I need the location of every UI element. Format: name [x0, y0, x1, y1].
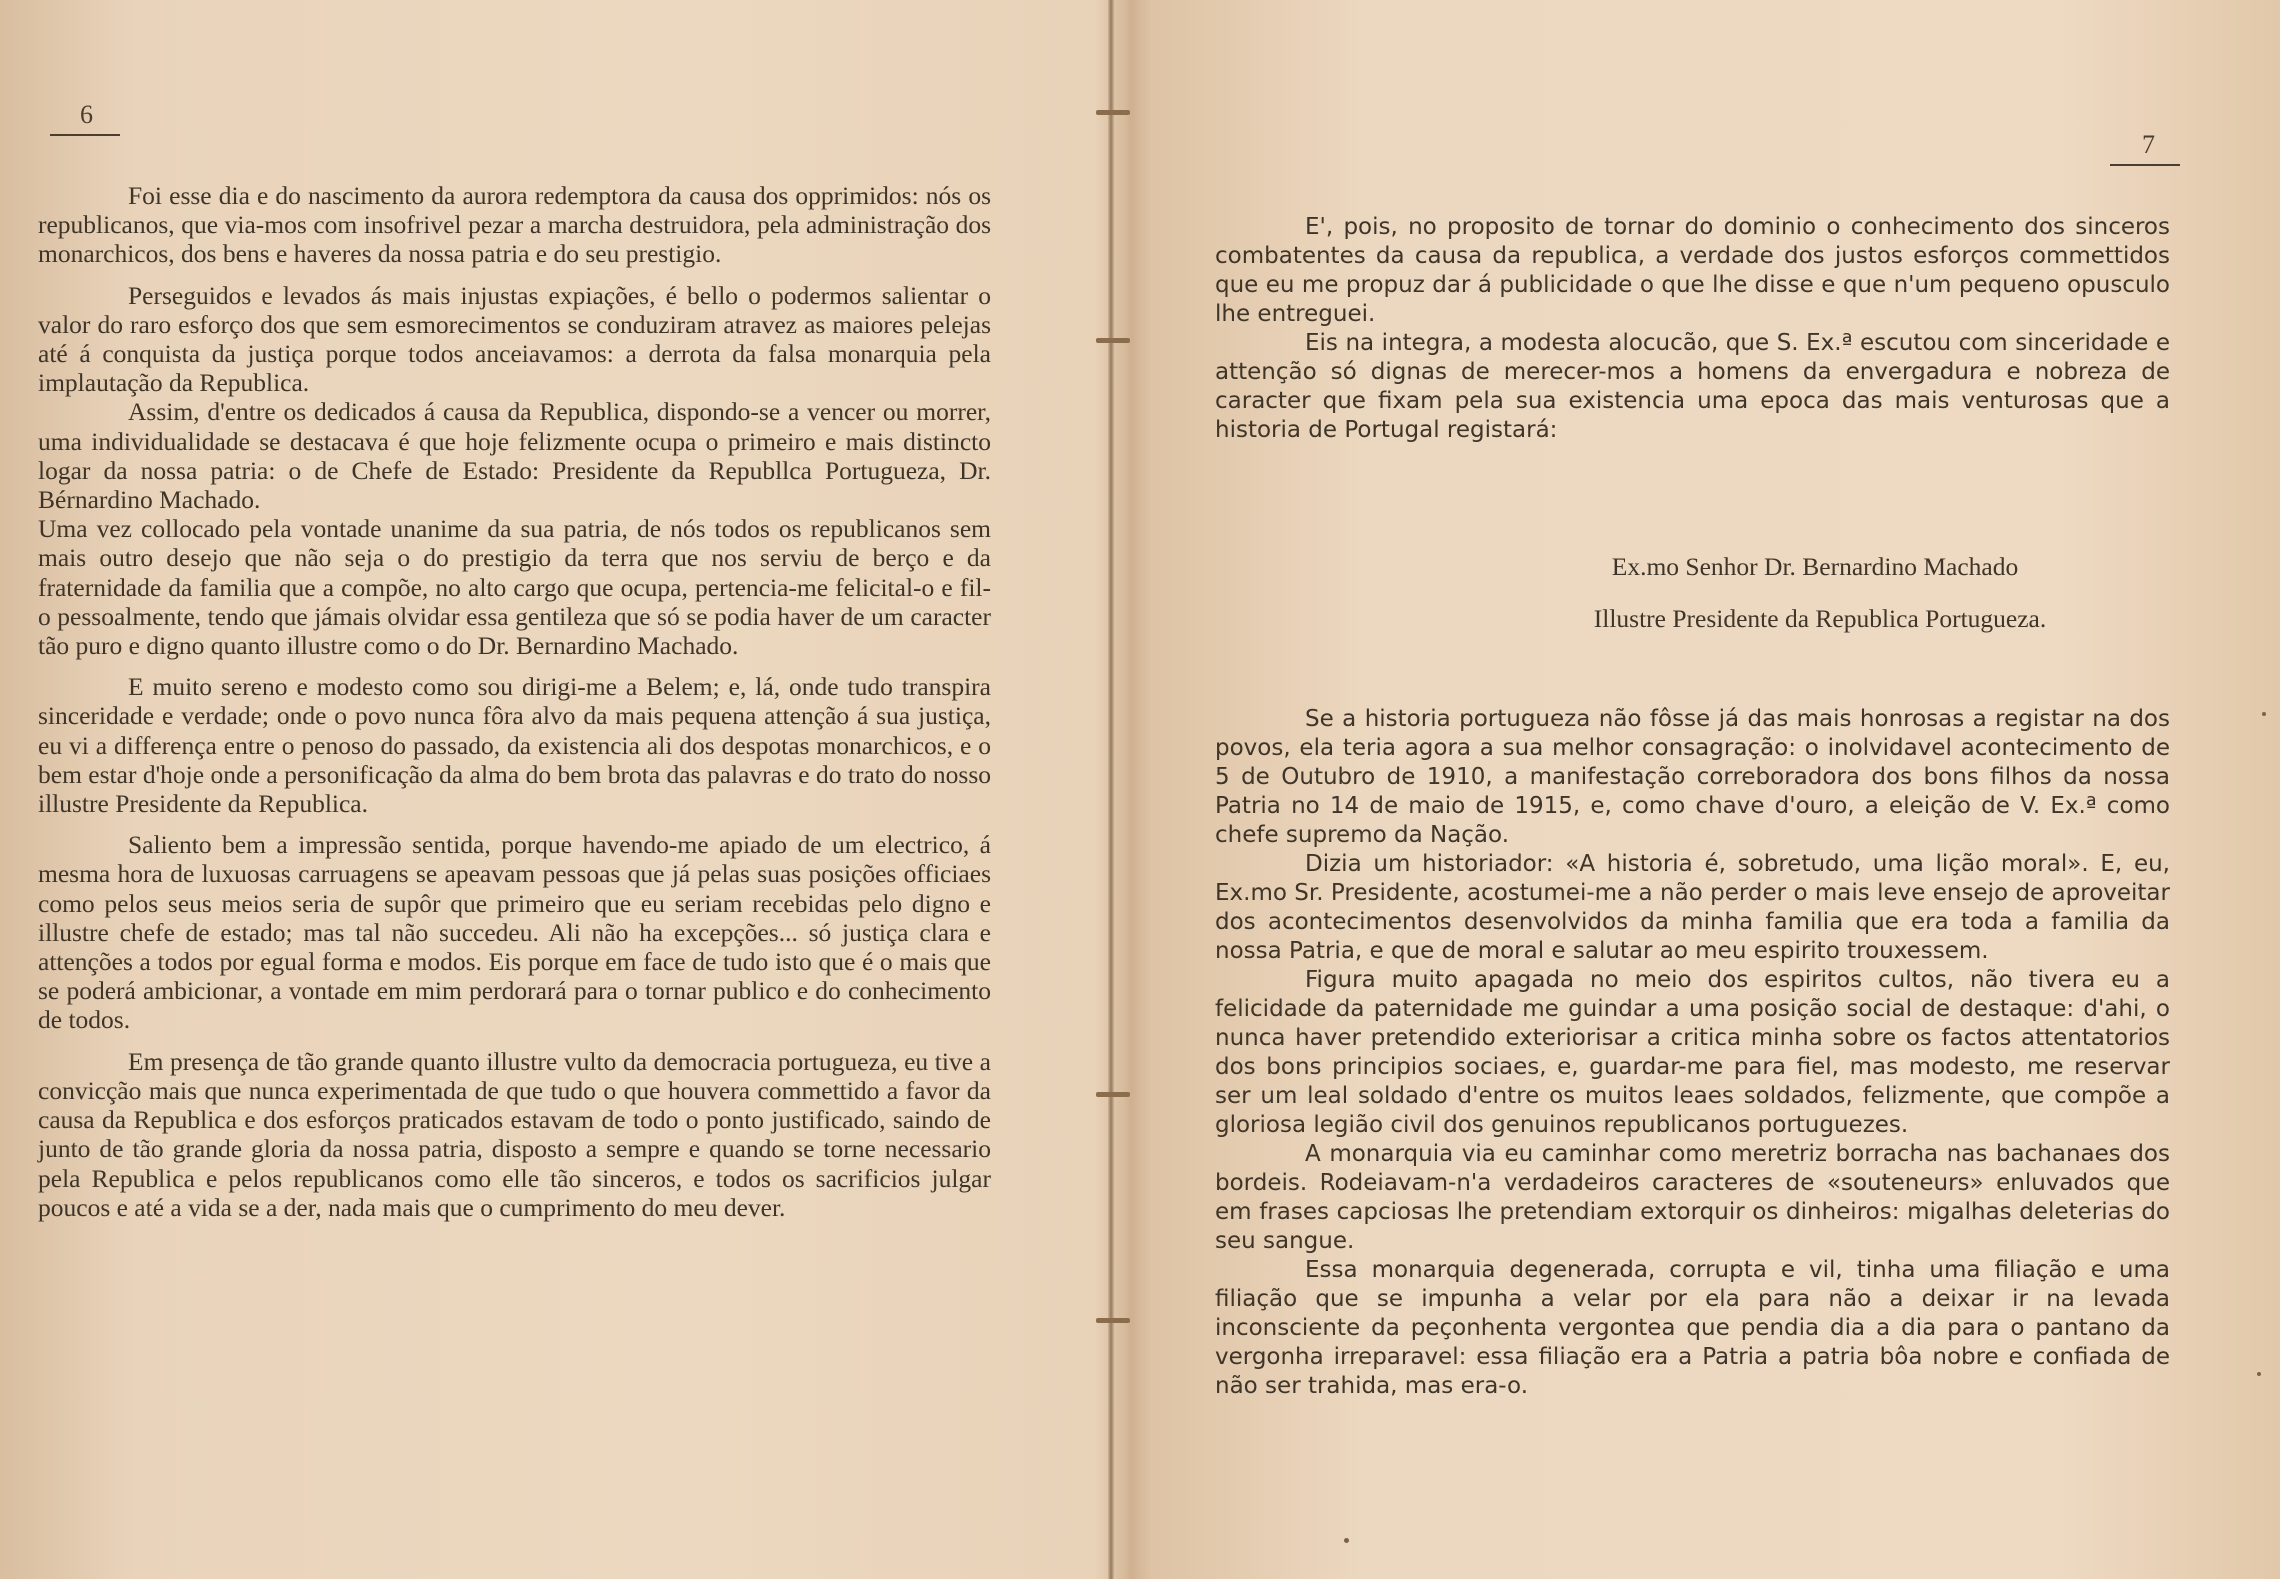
- paragraph: E muito sereno e modesto como sou dirigi-me a Belem; e, lá, onde tudo transpira sinceridade e verdade; onde o povo nunca fôra alvo da mais pequena attenção á sua justiça, eu vi a differença entre o penoso do passado, da existencia ali dos despotas monarchicos, e o bem estar d'hoje onde a personificação da alma do bem brota das palavras e do trato do nosso illustre Presidente da Republica.: [38, 672, 991, 819]
- page-number: 7: [2142, 130, 2155, 159]
- left-page: [0, 0, 1110, 1579]
- paragraph: Eis na integra, a modesta alocucão, que S. Ex.ª escutou com sinceridade e attenção só dignas de merecer-mos a homens da envergadura e nobreza de caracter que fixam pela sua existencia uma epoca das mais venturosas que a historia de Portugal registará:: [1215, 330, 2170, 443]
- left-page-text: [38, 181, 991, 1222]
- paragraph: Dizia um historiador: «A historia é, sobretudo, uma lição moral». E, eu, Ex.mo Sr. Presidente, acostumei-me a não perder o mais leve ensejo de aproveitar dos acontecimentos desenvolvidos da minha familia que era toda a familia da nossa Patria, e que de moral e salutar ao meu espirito trouxessem.: [1215, 851, 2170, 964]
- salutation-line: [1610, 552, 2020, 582]
- paragraph: E', pois, no proposito de tornar do dominio o conhecimento dos sinceros combatentes da causa da republica, a verdade dos justos esforços commettidos que eu me propuz dar á publicidade o que lhe disse e que n'um pequeno opusculo lhe entreguei.: [1215, 214, 2170, 327]
- paper-spot: [1344, 1538, 1349, 1543]
- salutation-text: Ex.mo Senhor Dr. Bernardino Machado: [1611, 552, 2019, 581]
- right-page-body: [1215, 705, 2170, 1401]
- paragraph: Foi esse dia e do nascimento da aurora redemptora da causa dos opprimidos: nós os republicanos, que via-mos com insofrivel pezar a marcha destruidora, pela administração dos monarchicos, dos bens e haveres da nossa patria e do seu prestigio.: [38, 181, 991, 269]
- salutation-text: Illustre Presidente da Republica Portugueza.: [1593, 604, 2047, 633]
- paragraph: Uma vez collocado pela vontade unanime da sua patria, de nós todos os republicanos sem mais outro desejo que não seja o do prestigio da terra que nos serviu de berço e da fraternidade da familia que a compõe, no alto cargo que ocupa, pertencia-me felicital-o e fil-o pessoalmente, tendo que jámais olvidar essa gentileza que só se podia haver de um caracter tão puro e digno quanto illustre como o do Dr. Bernardino Machado.: [38, 514, 991, 661]
- page-number-rule: [2110, 164, 2180, 166]
- page-number: 6: [80, 100, 93, 129]
- paragraph: Figura muito apagada no meio dos espiritos cultos, não tivera eu a felicidade da paternidade me guindar a uma posição social de destaque: d'ahi, o nunca haver pretendido exteriorisar a critica minha sobre os factos attentatorios dos bons principios sociaes, e, guardar-me para fiel, mas modesto, me reservar ser um leal soldado d'entre os muitos leaes soldados, felizmente, que compõe a gloriosa legião civil dos genuinos republicanos portuguezes.: [1215, 967, 2170, 1138]
- page-number-rule: [50, 134, 120, 136]
- paragraph: Em presença de tão grande quanto illustre vulto da democracia portugueza, eu tive a convicção mais que nunca experimentada de que tudo o que houvera commettido a favor da causa da Republica e dos esforços praticados estavam de todo o ponto justificado, saindo de junto de tão grande gloria da nossa patria, disposto a sempre e quando se torne necessario pela Republica e pelos republicanos como elle tão sinceros, e todos os sacrificios julgar poucos e até a vida se a der, nada mais que o cumprimento do meu dever.: [38, 1046, 991, 1222]
- paragraph: Essa monarquia degenerada, corrupta e vil, tinha uma filiação e uma filiação que se impunha a velar por ela para não a deixar ir na levada inconsciente da peçonhenta vergontea que pendia dia a dia para o pantano da vergonha irreparavel: essa filiação era a Patria a patria bôa nobre e confiada de não ser trahida, mas era-o.: [1215, 1257, 2170, 1399]
- paragraph: Se a historia portugueza não fôsse já das mais honrosas a registar na dos povos, ela teria agora a sua melhor consagração: o inolvidavel acontecimento de 5 de Outubro de 1910, a manifestação correboradora dos bons filhos da nossa Patria no 14 de maio de 1915, e, como chave d'ouro, a eleição de V. Ex.ª como chefe supremo da Nação.: [1215, 706, 2170, 848]
- paper-spot: [2257, 1372, 2261, 1376]
- salutation-title: [1550, 604, 2090, 634]
- paragraph: A monarquia via eu caminhar como meretriz borracha nas bachanaes dos bordeis. Rodeiavam-n'a verdadeiros caracteres de «souteneurs» enluvados que em frases capciosas lhe pretendiam extorquir os dinheiros: migalhas deleterias do seu sangue.: [1215, 1141, 2170, 1254]
- paper-spot: [2262, 712, 2266, 716]
- right-page-intro: [1215, 213, 2170, 445]
- right-page: [1110, 0, 2280, 1579]
- paragraph: Perseguidos e levados ás mais injustas expiações, é bello o podermos salientar o valor do raro esforço dos que sem esmorecimentos se conduziram atravez as maiores pelejas até á conquista da justiça porque todos anceiavamos: a derrota da falsa monarquia pela implautação da Republica.: [38, 280, 991, 398]
- paragraph: Saliento bem a impressão sentida, porque havendo-me apiado de um electrico, á mesma hora de luxuosas carruagens se apeavam pessoas que já pelas suas posições officiaes como pelos seus meios seria de supôr que primeiro que eu seriam recebidas pelo digno e illustre chefe de estado; mas tal não succedeu. Ali não ha excepções... só justiça clara e attenções a todos por egual forma e modos. Eis porque em face de tudo isto que é o mais que se poderá ambicionar, a vontade em mim perdorará para o tornar publico e do conhecimento de todos.: [38, 830, 991, 1035]
- paragraph: Assim, d'entre os dedicados á causa da Republica, dispondo-se a vencer ou morrer, uma individualidade se destacava é que hoje felizmente ocupa o primeiro e mais distincto logar da nossa patria: o de Chefe de Estado: Presidente da Republlca Portugueza, Dr. Bérnardino Machado.: [38, 397, 991, 515]
